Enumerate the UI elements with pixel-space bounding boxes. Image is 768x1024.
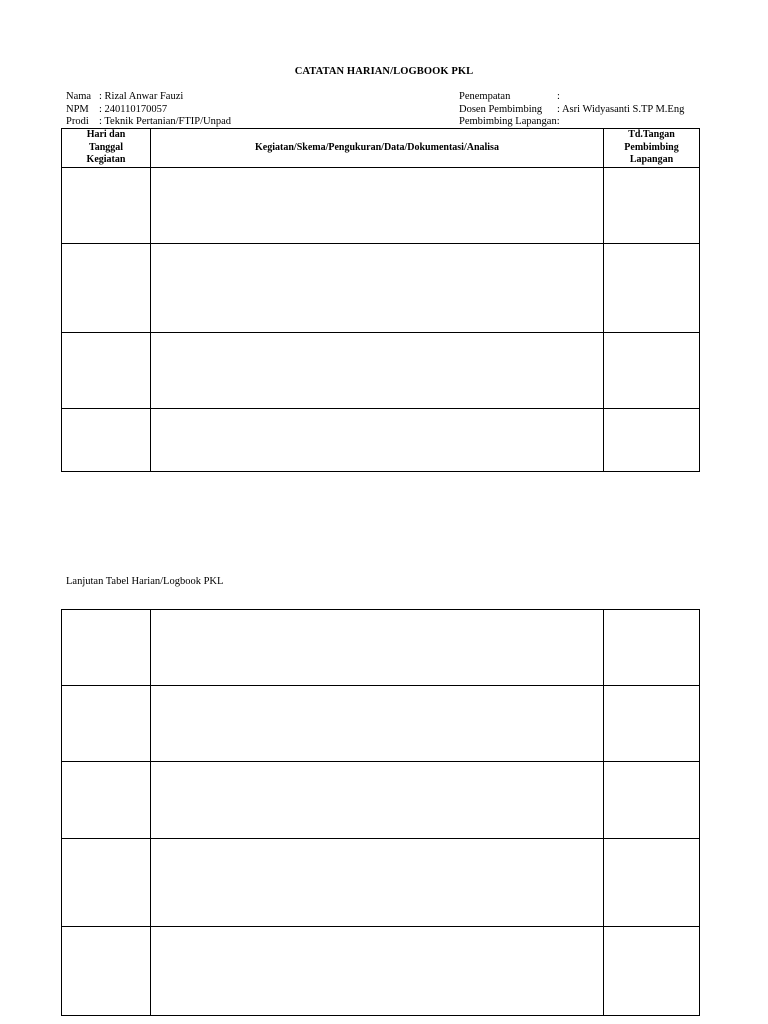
prodi-label: Prodi <box>66 116 89 127</box>
signature-cell[interactable] <box>604 927 700 1016</box>
date-cell[interactable] <box>62 409 151 472</box>
activity-cell[interactable] <box>151 610 604 686</box>
date-cell[interactable] <box>62 333 151 409</box>
table-row <box>62 409 700 472</box>
header-activity: Kegiatan/Skema/Pengukuran/Data/Dokumentasi/Analisa <box>151 129 604 168</box>
signature-cell[interactable] <box>604 762 700 839</box>
placement-info <box>459 91 684 129</box>
date-cell[interactable] <box>62 168 151 244</box>
npm-value: : 240110170057 <box>99 103 168 115</box>
signature-cell[interactable] <box>604 686 700 762</box>
table-row <box>62 333 700 409</box>
npm-label: NPM <box>66 103 89 115</box>
date-cell[interactable] <box>62 610 151 686</box>
placement-value: : <box>557 91 560 102</box>
activity-cell[interactable] <box>151 244 604 333</box>
signature-cell[interactable] <box>604 244 700 333</box>
supervisor-value: : Asri Widyasanti S.TP M.Eng <box>557 103 685 115</box>
table-row <box>62 168 700 244</box>
supervisor-label: Dosen Pembimbing <box>459 103 543 115</box>
signature-cell[interactable] <box>604 333 700 409</box>
table-row <box>62 927 700 1016</box>
signature-cell[interactable] <box>604 839 700 927</box>
name-label: Nama <box>66 91 92 102</box>
logbook-table <box>61 128 700 472</box>
activity-cell[interactable] <box>151 333 604 409</box>
table-row <box>62 610 700 686</box>
header-date: Hari dan Tanggal Kegiatan <box>62 129 151 168</box>
date-cell[interactable] <box>62 686 151 762</box>
date-cell[interactable] <box>62 762 151 839</box>
student-info <box>66 91 231 129</box>
placement-label: Penempatan <box>459 91 511 102</box>
student-prodi-row <box>66 116 231 129</box>
field-supervisor-label: Pembimbing Lapangan: <box>459 116 560 127</box>
date-cell[interactable] <box>62 839 151 927</box>
field-supervisor-row <box>459 116 684 129</box>
activity-cell[interactable] <box>151 686 604 762</box>
activity-cell[interactable] <box>151 168 604 244</box>
table-row <box>62 762 700 839</box>
date-cell[interactable] <box>62 244 151 333</box>
name-value: : Rizal Anwar Fauzi <box>99 91 184 102</box>
table-row <box>62 244 700 333</box>
activity-cell[interactable] <box>151 409 604 472</box>
signature-cell[interactable] <box>604 168 700 244</box>
student-name-row <box>66 91 231 104</box>
table-row <box>62 839 700 927</box>
student-npm-row <box>66 104 231 117</box>
header-signature: Td.Tangan Pembimbing Lapangan <box>604 129 700 168</box>
continuation-label: Lanjutan Tabel Harian/Logbook PKL <box>66 576 224 587</box>
logbook-title: CATATAN HARIAN/LOGBOOK PKL <box>294 66 474 77</box>
table-header-row <box>62 129 700 168</box>
activity-cell[interactable] <box>151 839 604 927</box>
signature-cell[interactable] <box>604 409 700 472</box>
activity-cell[interactable] <box>151 927 604 1016</box>
signature-cell[interactable] <box>604 610 700 686</box>
activity-cell[interactable] <box>151 762 604 839</box>
prodi-value: : Teknik Pertanian/FTIP/Unpad <box>99 116 232 127</box>
logbook-continuation-table <box>61 609 700 1016</box>
date-cell[interactable] <box>62 927 151 1016</box>
supervisor-row <box>459 104 684 117</box>
placement-row <box>459 91 684 104</box>
table-row <box>62 686 700 762</box>
